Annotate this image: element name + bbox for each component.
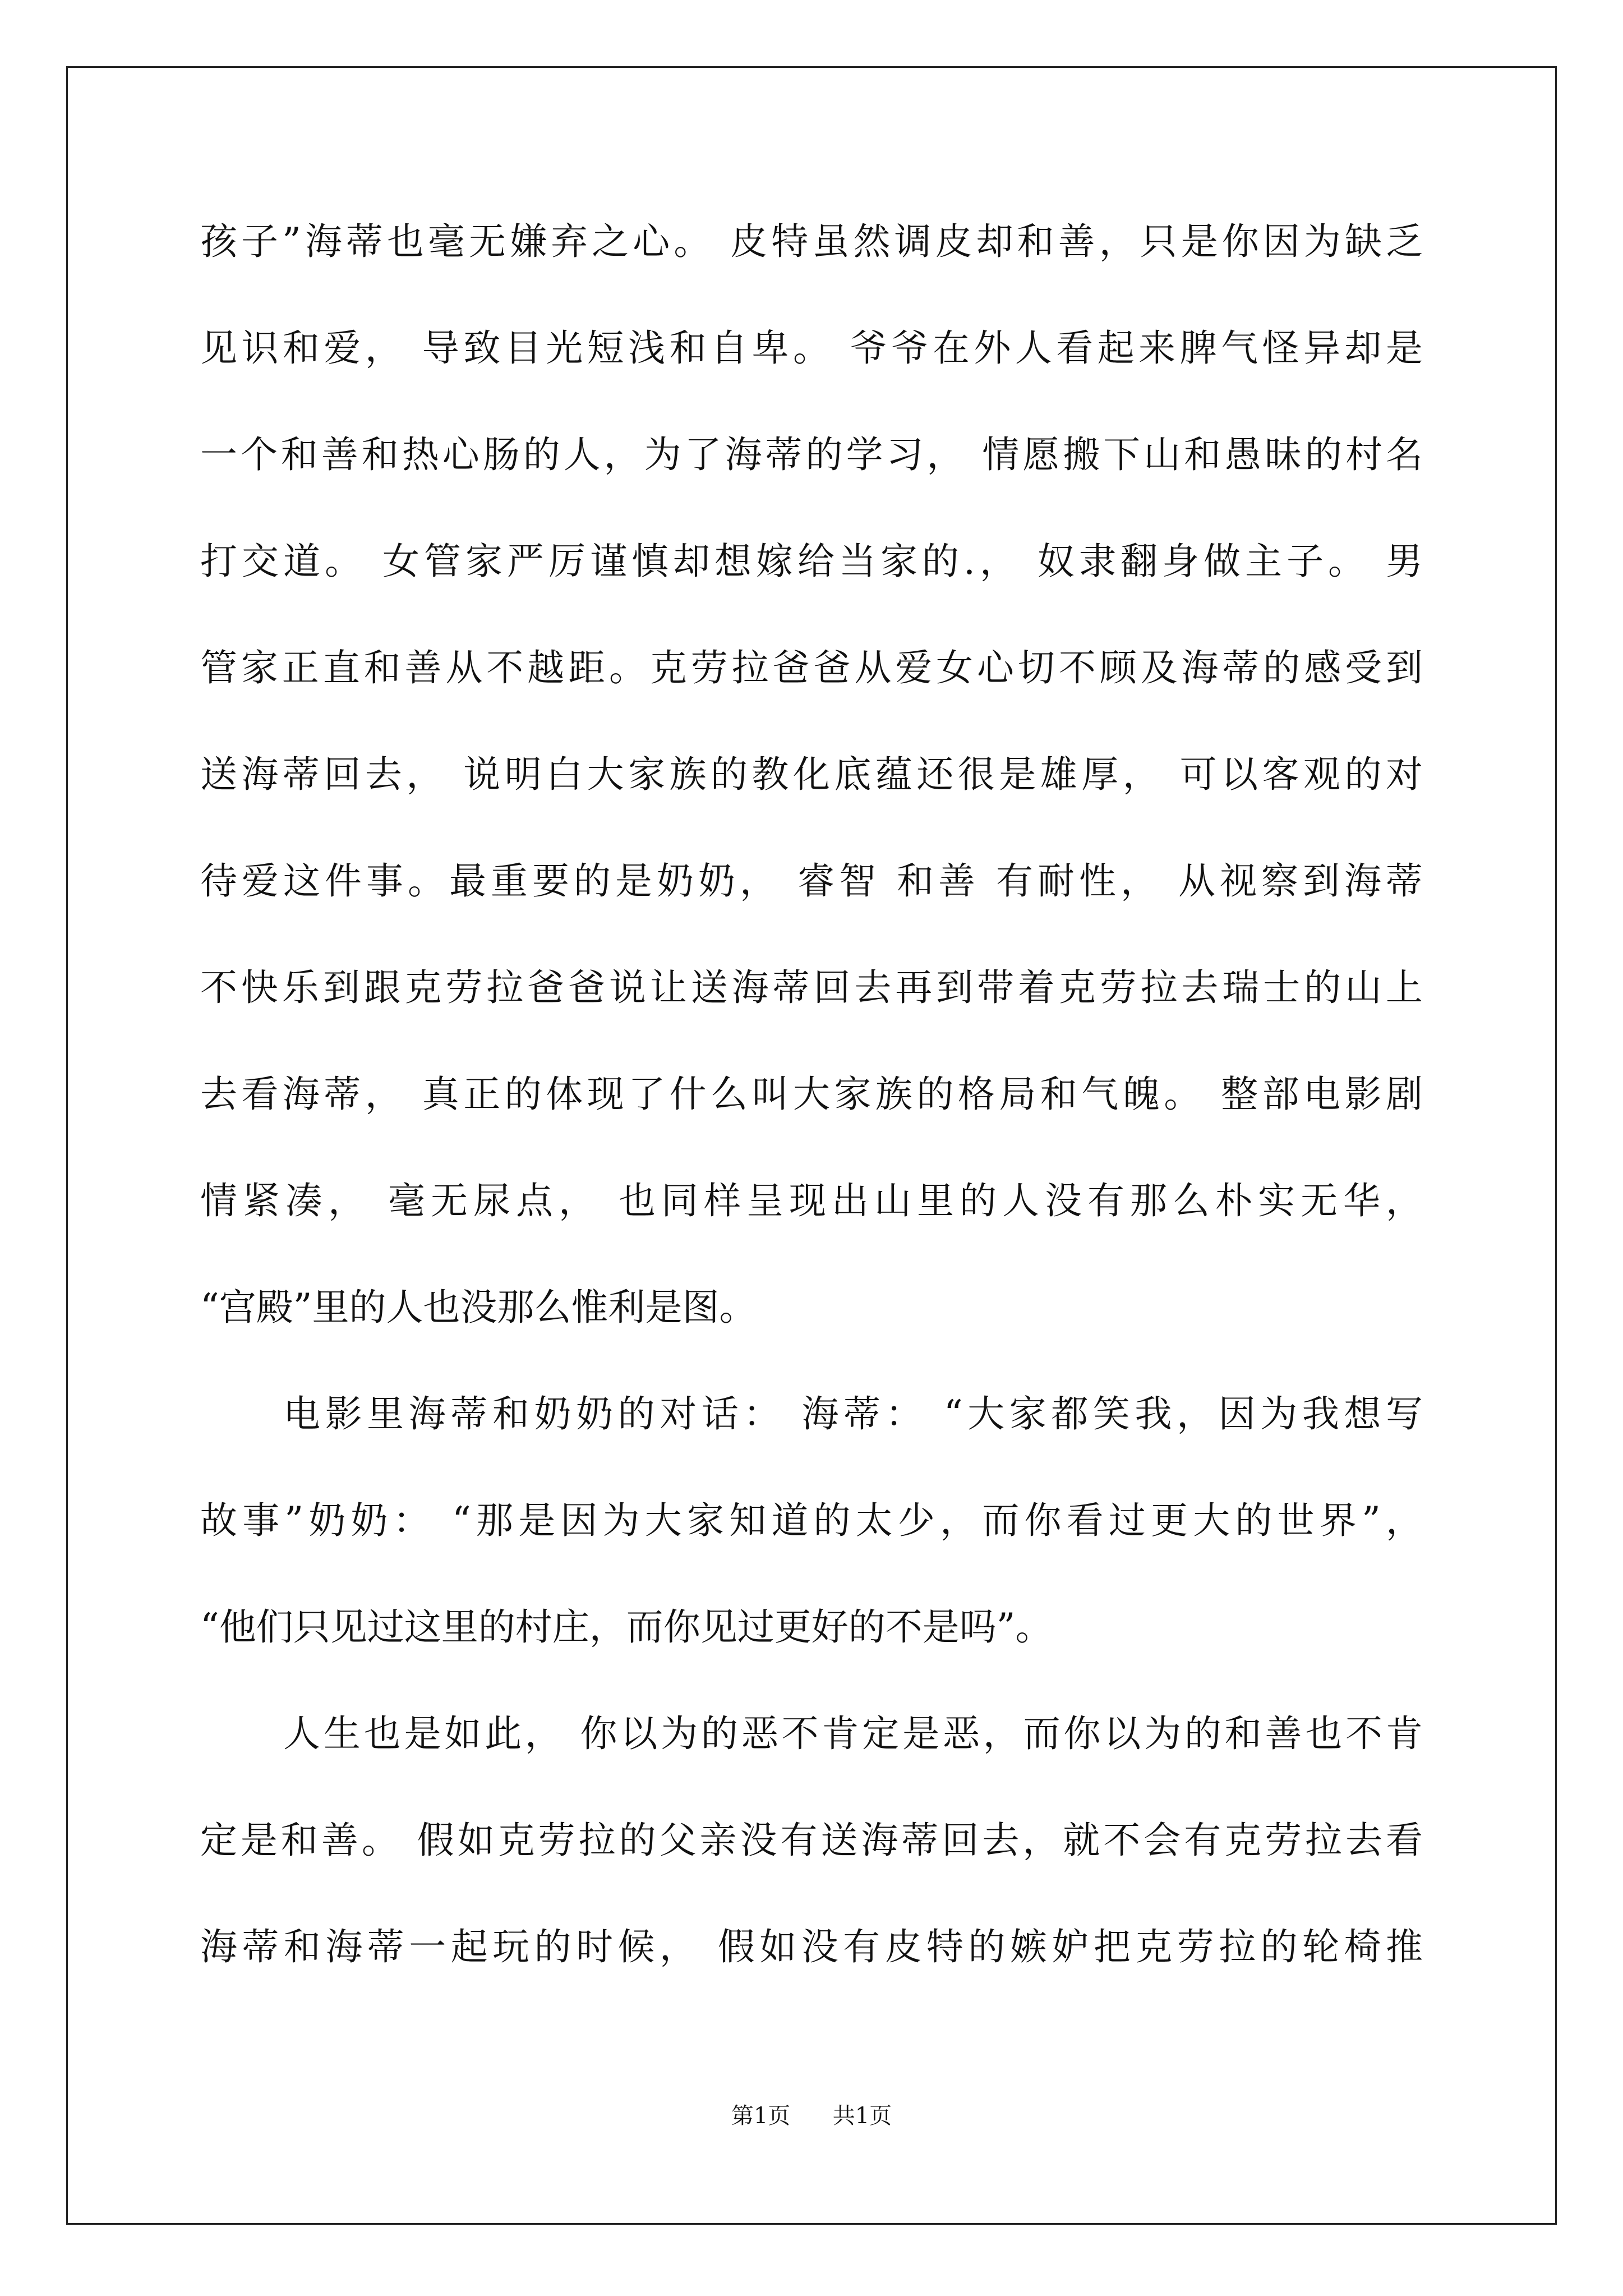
text-line: 不快乐到跟克劳拉爸爸说让送海蒂回去再到带着克劳拉去瑞士的山上 — [200, 966, 1423, 1009]
text-line: 一个和善和热心肠的人，为了海蒂的学习， 情愿搬下山和愚昧的村名 — [200, 433, 1423, 476]
page-footer — [0, 2099, 1623, 2133]
text-line: 管家正直和善从不越距。克劳拉爸爸从爱女心切不顾及海蒂的感受到 — [200, 646, 1423, 689]
paragraph-3 — [200, 1681, 1423, 2000]
text-line: 故事”奶奶： “那是因为大家知道的太少，而你看过更大的世界”， — [200, 1499, 1423, 1542]
page-number: 第1页 — [731, 2103, 791, 2129]
page-total: 共1页 — [832, 2103, 892, 2129]
paragraph-2 — [200, 1361, 1423, 1681]
text-line: 电影里海蒂和奶奶的对话： 海蒂： “大家都笑我，因为我想写 — [283, 1392, 1423, 1435]
text-line: 待爱这件事。最重要的是奶奶， 睿智 和善 有耐性， 从视察到海蒂 — [200, 859, 1423, 903]
text-line: “宫殿”里的人也没那么惟利是图。 — [200, 1286, 757, 1329]
text-line: 海蒂和海蒂一起玩的时候， 假如没有皮特的嫉妒把克劳拉的轮椅推 — [200, 1925, 1423, 1968]
paragraph-1 — [200, 188, 1423, 1361]
text-line: 送海蒂回去， 说明白大家族的教化底蕴还很是雄厚， 可以客观的对 — [200, 753, 1423, 796]
text-line: 定是和善。 假如克劳拉的父亲没有送海蒂回去，就不会有克劳拉去看 — [200, 1819, 1423, 1862]
text-line: 孩子”海蒂也毫无嫌弃之心。 皮特虽然调皮却和善，只是你因为缺乏 — [200, 220, 1423, 263]
text-line: 打交道。 女管家严厉谨慎却想嫁给当家的.， 奴隶翻身做主子。 男 — [200, 540, 1423, 583]
text-line: 见识和爱， 导致目光短浅和自卑。 爷爷在外人看起来脾气怪异却是 — [200, 326, 1423, 370]
document-body — [200, 188, 1423, 2000]
text-line: 情紧凑， 毫无尿点， 也同样呈现出山里的人没有那么朴实无华， — [200, 1179, 1423, 1222]
text-line: 人生也是如此， 你以为的恶不肯定是恶，而你以为的和善也不肯 — [283, 1712, 1423, 1755]
text-line: 去看海蒂， 真正的体现了什么叫大家族的格局和气魄。 整部电影剧 — [200, 1073, 1423, 1116]
text-line: “他们只见过这里的村庄，而你见过更好的不是吗”。 — [200, 1605, 1053, 1649]
